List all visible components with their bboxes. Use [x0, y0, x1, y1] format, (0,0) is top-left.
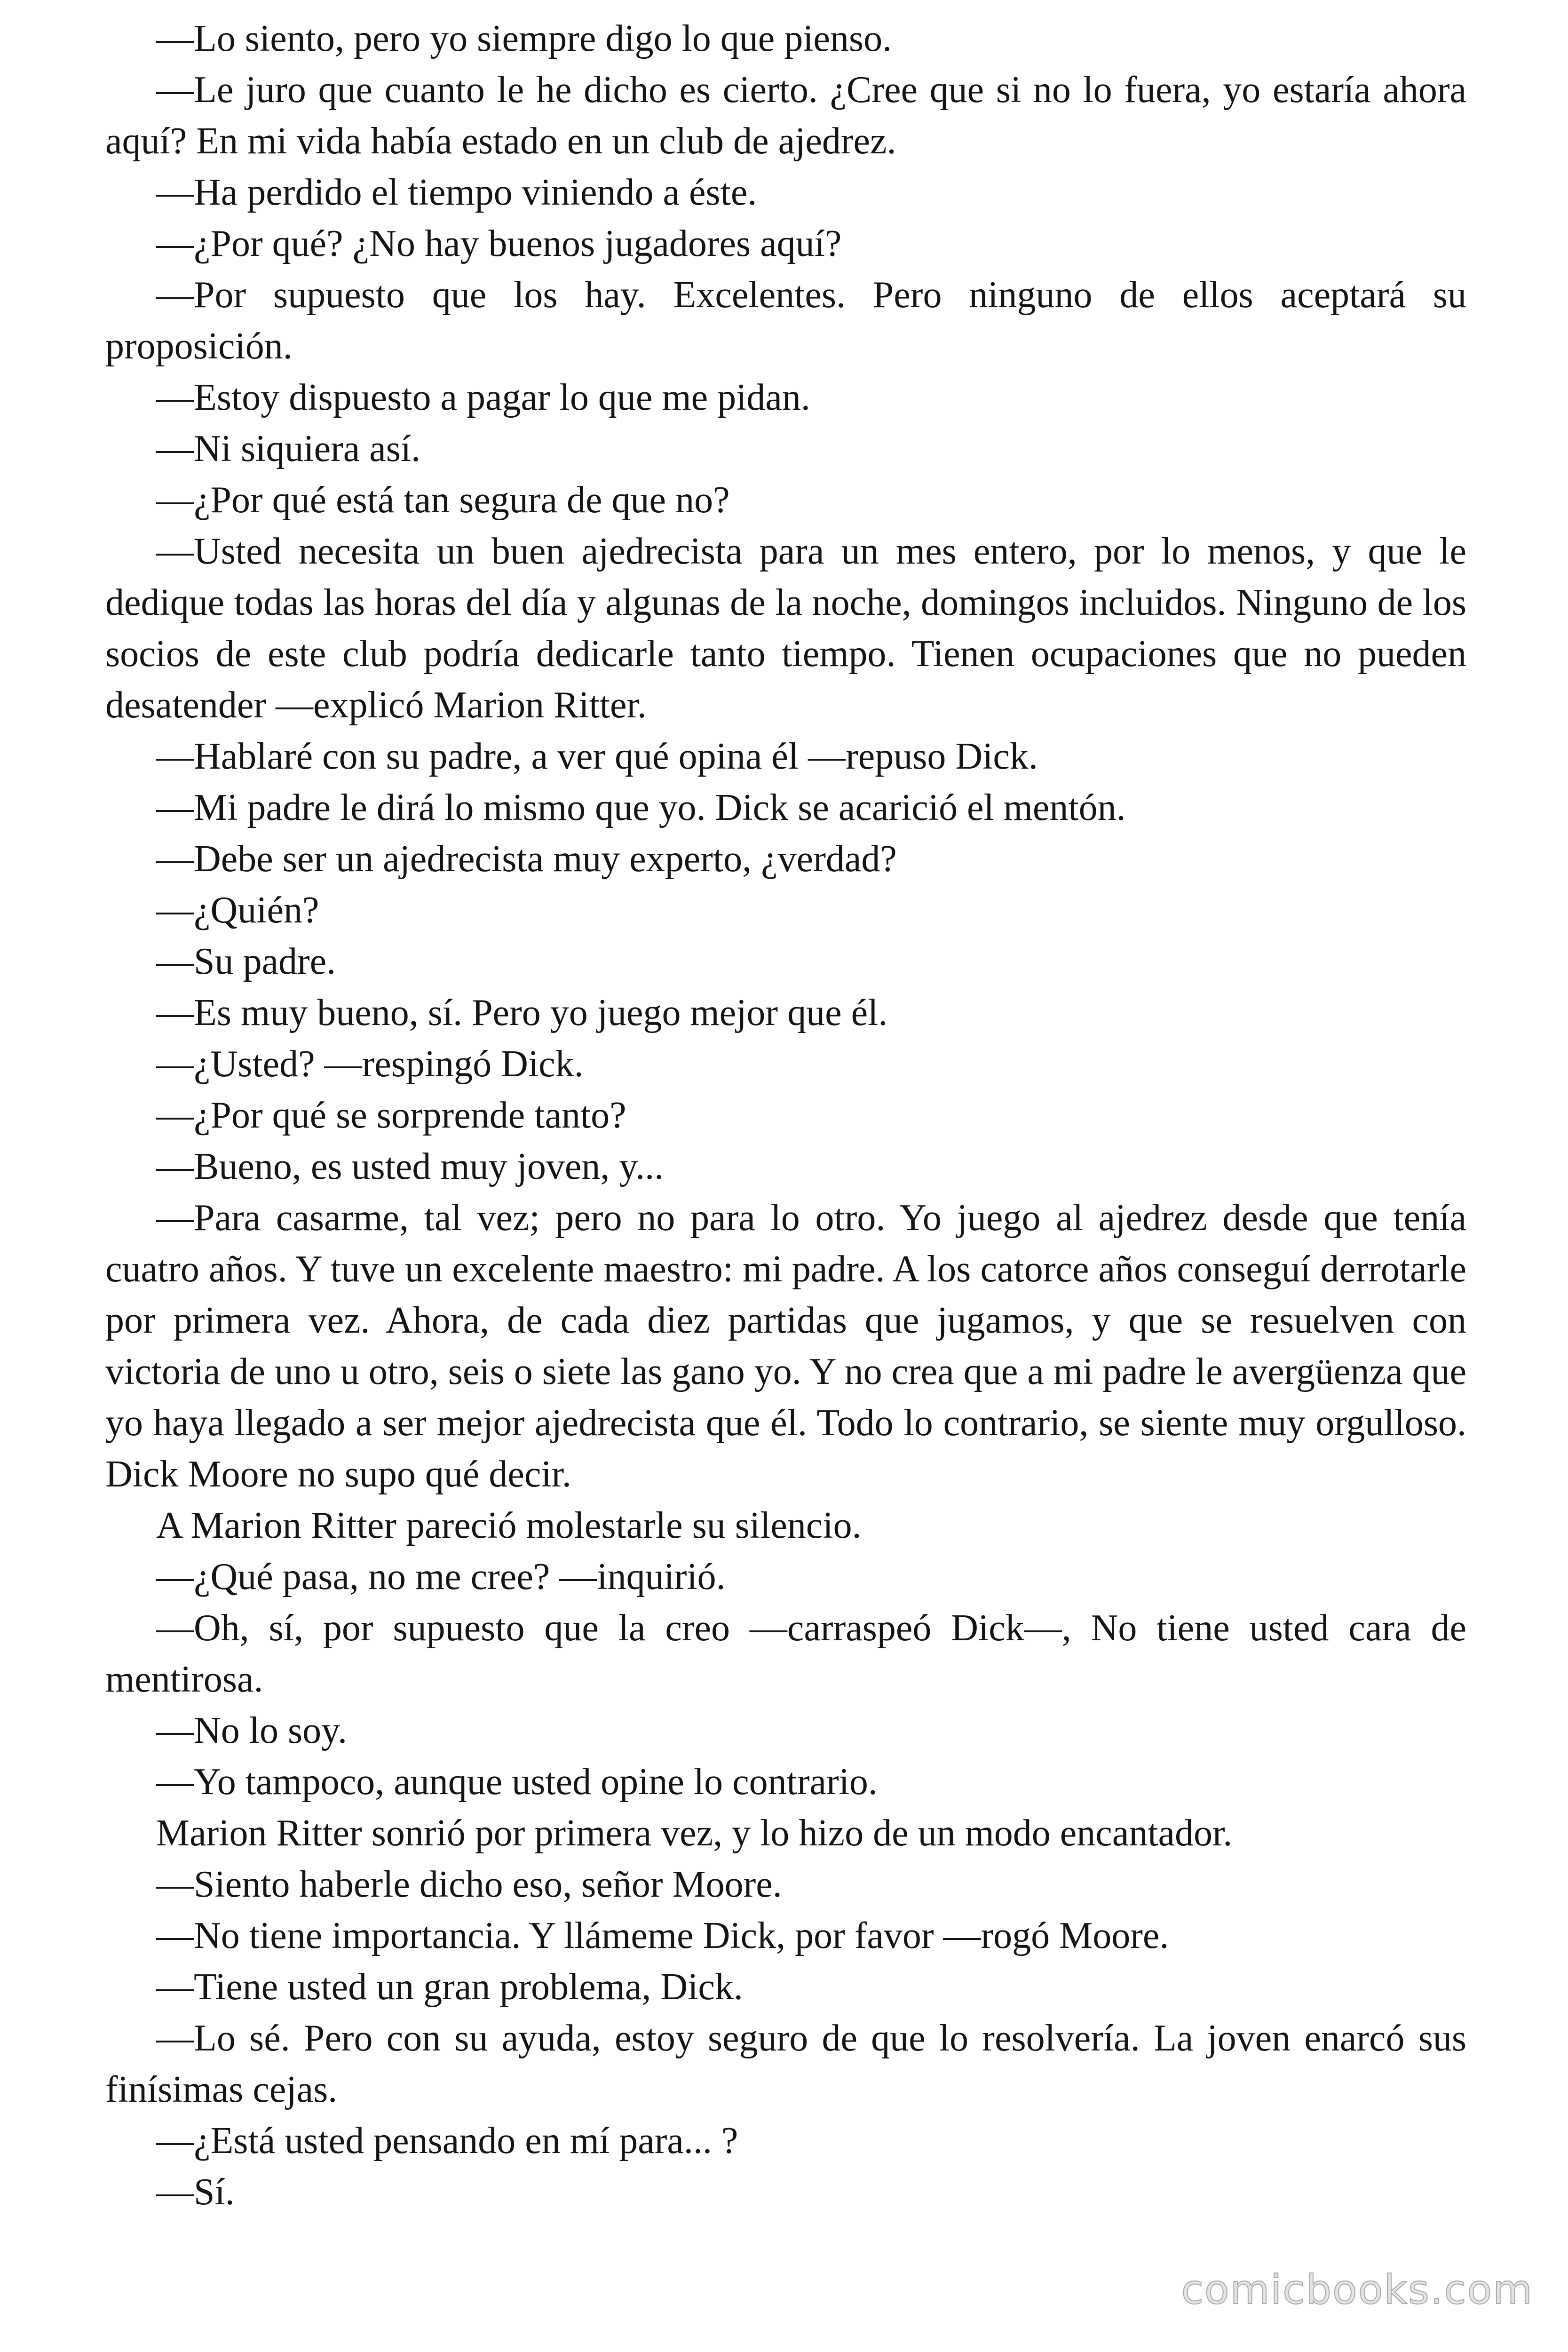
paragraph: —Para casarme, tal vez; pero no para lo otro. Yo juego al ajedrez desde que tenía cuatro años. Y tuve un excelente maestro: mi padre. A los catorce años conseguí derrotarle por primera vez. Ahora, de cada diez partidas que jugamos, y que se resuelven con victoria de uno u otro, seis o siete las gano yo. Y no crea que a mi padre le avergüenza que yo haya llegado a ser mejor ajedrecista que él. Todo lo contrario, se siente muy orgulloso. Dick Moore no supo qué decir.: [105, 1197, 1466, 1495]
paragraph: —Siento haberle dicho eso, señor Moore.: [156, 1864, 782, 1905]
paragraph: —Bueno, es usted muy joven, y...: [156, 1146, 664, 1187]
paragraph: —No tiene importancia. Y llámeme Dick, por favor —rogó Moore.: [156, 1915, 1169, 1956]
paragraph: —Su padre.: [156, 941, 336, 982]
paragraph: —No lo soy.: [156, 1710, 347, 1751]
paragraph: —¿Está usted pensando en mí para... ?: [156, 2120, 738, 2161]
paragraph: —Oh, sí, por supuesto que la creo —carraspeó Dick—, No tiene usted cara de mentirosa.: [105, 1607, 1466, 1700]
paragraph: —Ha perdido el tiempo viniendo a éste.: [156, 172, 757, 213]
paragraph: —¿Qué pasa, no me cree? —inquirió.: [156, 1556, 726, 1597]
paragraph: —Hablaré con su padre, a ver qué opina él —repuso Dick.: [156, 736, 1038, 777]
watermark: comicbooks.com: [1181, 2266, 1533, 2313]
paragraph: —¿Por qué? ¿No hay buenos jugadores aquí?: [156, 223, 842, 264]
paragraph: —Ni siquiera así.: [156, 428, 421, 469]
paragraph: —Sí.: [156, 2171, 235, 2213]
paragraph: —Lo sé. Pero con su ayuda, estoy seguro de que lo resolvería. La joven enarcó sus finísimas cejas.: [105, 2018, 1466, 2110]
paragraph: —Usted necesita un buen ajedrecista para un mes entero, por lo menos, y que le dedique todas las horas del día y algunas de la noche, domingos incluidos. Ninguno de los socios de este club podría dedicarle tanto tiempo. Tienen ocupaciones que no pueden desatender —explicó Marion Ritter.: [105, 531, 1466, 726]
paragraph: —Estoy dispuesto a pagar lo que me pidan.: [156, 377, 810, 418]
paragraph: —¿Quién?: [156, 890, 319, 931]
paragraph: —Es muy bueno, sí. Pero yo juego mejor que él.: [156, 992, 888, 1033]
paragraph: —Por supuesto que los hay. Excelentes. Pero ninguno de ellos aceptará su proposición.: [105, 274, 1466, 367]
book-page-text: [105, 13, 1466, 2218]
paragraph: —¿Por qué está tan segura de que no?: [156, 479, 730, 521]
paragraph: —¿Por qué se sorprende tanto?: [156, 1095, 626, 1136]
paragraph: —Mi padre le dirá lo mismo que yo. Dick se acarició el mentón.: [156, 787, 1126, 828]
paragraph: —Yo tampoco, aunque usted opine lo contrario.: [156, 1761, 878, 1803]
paragraph: —¿Usted? —respingó Dick.: [156, 1043, 584, 1085]
paragraph: Marion Ritter sonrió por primera vez, y lo hizo de un modo encantador.: [156, 1812, 1233, 1854]
paragraph: —Tiene usted un gran problema, Dick.: [156, 1966, 743, 2008]
paragraph: —Lo siento, pero yo siempre digo lo que pienso.: [156, 18, 892, 59]
paragraph: A Marion Ritter pareció molestarle su silencio.: [156, 1505, 862, 1546]
paragraph: —Le juro que cuanto le he dicho es cierto. ¿Cree que si no lo fuera, yo estaría ahora aquí? En mi vida había estado en un club de ajedrez.: [105, 69, 1466, 162]
paragraph: —Debe ser un ajedrecista muy experto, ¿verdad?: [156, 838, 897, 880]
